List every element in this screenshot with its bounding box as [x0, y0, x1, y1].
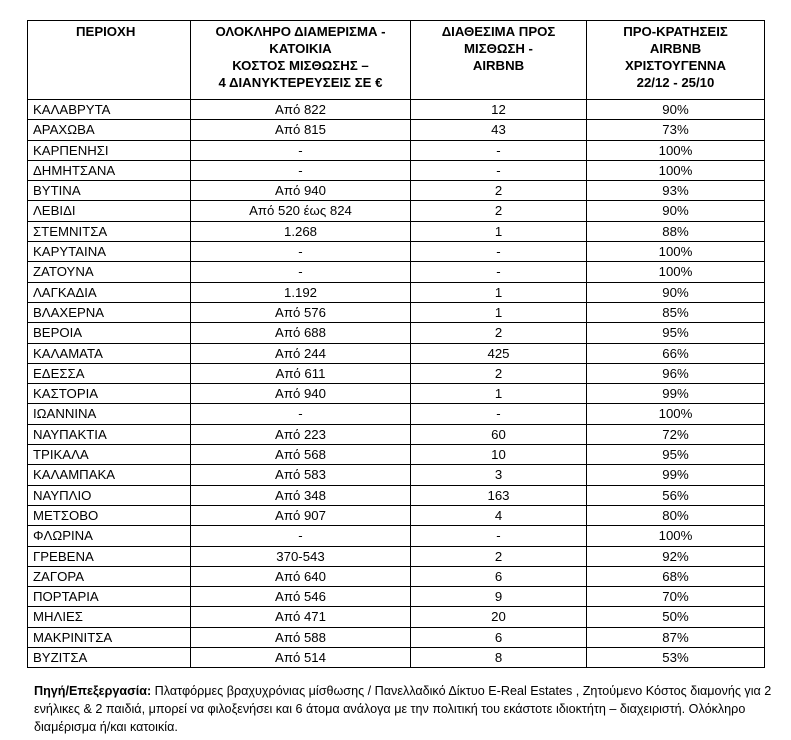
cell-prebookings: 73%	[587, 120, 765, 140]
cell-rental-cost: 1.192	[191, 282, 411, 302]
cell-rental-cost: Από 588	[191, 627, 411, 647]
cell-available: 2	[411, 201, 587, 221]
table-row	[28, 282, 765, 302]
table-row	[28, 546, 765, 566]
cell-available: 8	[411, 648, 587, 668]
cell-prebookings: 100%	[587, 262, 765, 282]
cell-prebookings: 88%	[587, 221, 765, 241]
cell-area: ΙΩΑΝΝΙΝΑ	[28, 404, 191, 424]
cell-available: -	[411, 140, 587, 160]
cell-rental-cost: Από 611	[191, 363, 411, 383]
cell-prebookings: 68%	[587, 566, 765, 586]
cell-available: 1	[411, 282, 587, 302]
source-note	[34, 683, 774, 736]
cell-prebookings: 100%	[587, 404, 765, 424]
rental-table	[27, 20, 765, 668]
header-rental-cost	[191, 21, 411, 100]
table-row	[28, 566, 765, 586]
cell-rental-cost: Από 688	[191, 323, 411, 343]
table-row	[28, 587, 765, 607]
cell-available: 3	[411, 465, 587, 485]
table-row	[28, 526, 765, 546]
cell-area: ΛΑΓΚΑΔΙΑ	[28, 282, 191, 302]
cell-rental-cost: Από 640	[191, 566, 411, 586]
table-row	[28, 607, 765, 627]
cell-area: ΑΡΑΧΩΒΑ	[28, 120, 191, 140]
cell-rental-cost: -	[191, 160, 411, 180]
cell-prebookings: 90%	[587, 282, 765, 302]
header-line: 22/12 - 25/10	[636, 75, 715, 90]
header-line: ΧΡΙΣΤΟΥΓΕΝΝΑ	[625, 58, 726, 73]
table-row	[28, 302, 765, 322]
cell-prebookings: 99%	[587, 465, 765, 485]
cell-available: -	[411, 526, 587, 546]
header-line: ΔΙΑΘΕΣΙΜΑ ΠΡΟΣ	[441, 24, 556, 39]
table-body	[28, 100, 765, 668]
table-row	[28, 242, 765, 262]
cell-rental-cost: Από 907	[191, 505, 411, 525]
header-line: AIRBNB	[649, 41, 702, 56]
cell-prebookings: 70%	[587, 587, 765, 607]
cell-available: 1	[411, 384, 587, 404]
header-available-airbnb	[411, 21, 587, 100]
table-row	[28, 262, 765, 282]
header-line: ΠΕΡΙΟΧΗ	[76, 24, 136, 39]
table-row	[28, 505, 765, 525]
table-row	[28, 384, 765, 404]
cell-rental-cost: -	[191, 404, 411, 424]
cell-available: 10	[411, 445, 587, 465]
cell-available: 2	[411, 323, 587, 343]
header-line: ΟΛΟΚΛΗΡΟ ΔΙΑΜΕΡΙΣΜΑ -	[215, 24, 386, 39]
cell-prebookings: 93%	[587, 181, 765, 201]
cell-available: 4	[411, 505, 587, 525]
cell-prebookings: 100%	[587, 526, 765, 546]
cell-available: 425	[411, 343, 587, 363]
cell-rental-cost: Από 520 έως 824	[191, 201, 411, 221]
cell-available: -	[411, 160, 587, 180]
cell-prebookings: 99%	[587, 384, 765, 404]
cell-rental-cost: Από 822	[191, 100, 411, 120]
cell-area: ΚΑΡΥΤΑΙΝΑ	[28, 242, 191, 262]
cell-area: ΔΗΜΗΤΣΑΝΑ	[28, 160, 191, 180]
table-row	[28, 485, 765, 505]
cell-area: ΖΑΤΟΥΝΑ	[28, 262, 191, 282]
cell-prebookings: 100%	[587, 160, 765, 180]
cell-rental-cost: -	[191, 140, 411, 160]
cell-prebookings: 87%	[587, 627, 765, 647]
cell-available: 12	[411, 100, 587, 120]
header-line: ΜΙΣΘΩΣΗ -	[464, 41, 533, 56]
cell-prebookings: 85%	[587, 302, 765, 322]
cell-rental-cost: Από 223	[191, 424, 411, 444]
header-prebookings-airbnb	[587, 21, 765, 100]
table-row	[28, 140, 765, 160]
cell-rental-cost: Από 815	[191, 120, 411, 140]
cell-available: 6	[411, 566, 587, 586]
table-row	[28, 120, 765, 140]
table-row	[28, 404, 765, 424]
cell-prebookings: 100%	[587, 140, 765, 160]
table-row	[28, 100, 765, 120]
cell-prebookings: 96%	[587, 363, 765, 383]
table-row	[28, 323, 765, 343]
table-row	[28, 221, 765, 241]
cell-rental-cost: Από 348	[191, 485, 411, 505]
table-row	[28, 201, 765, 221]
cell-area: ΚΑΛΑΜΑΤΑ	[28, 343, 191, 363]
cell-area: ΒΕΡΟΙΑ	[28, 323, 191, 343]
cell-available: 20	[411, 607, 587, 627]
cell-area: ΣΤΕΜΝΙΤΣΑ	[28, 221, 191, 241]
cell-available: 2	[411, 181, 587, 201]
table-row	[28, 181, 765, 201]
rental-table-container	[27, 20, 764, 668]
header-area	[28, 21, 191, 100]
cell-available: 1	[411, 302, 587, 322]
table-header-row	[28, 21, 765, 100]
cell-area: ΒΥΤΙΝΑ	[28, 181, 191, 201]
header-line: ΚΑΤΟΙΚΙΑ	[269, 41, 332, 56]
cell-prebookings: 95%	[587, 323, 765, 343]
cell-area: ΒΛΑΧΕΡΝΑ	[28, 302, 191, 322]
cell-area: ΜΗΛΙΕΣ	[28, 607, 191, 627]
cell-rental-cost: Από 546	[191, 587, 411, 607]
cell-area: ΕΔΕΣΣΑ	[28, 363, 191, 383]
header-line: 4 ΔΙΑΝΥΚΤΕΡΕΥΣΕΙΣ ΣΕ €	[218, 75, 383, 90]
header-line: AIRBNB	[472, 58, 525, 73]
cell-prebookings: 100%	[587, 242, 765, 262]
cell-rental-cost: Από 568	[191, 445, 411, 465]
cell-available: -	[411, 404, 587, 424]
cell-rental-cost: 1.268	[191, 221, 411, 241]
cell-area: ΝΑΥΠΑΚΤΙΑ	[28, 424, 191, 444]
table-row	[28, 160, 765, 180]
cell-prebookings: 53%	[587, 648, 765, 668]
cell-available: 6	[411, 627, 587, 647]
cell-rental-cost: Από 940	[191, 384, 411, 404]
cell-rental-cost: Από 940	[191, 181, 411, 201]
cell-available: 2	[411, 546, 587, 566]
cell-area: ΚΑΛΑΒΡΥΤΑ	[28, 100, 191, 120]
cell-rental-cost: Από 471	[191, 607, 411, 627]
cell-rental-cost: Από 576	[191, 302, 411, 322]
table-row	[28, 363, 765, 383]
source-note-label: Πηγή/Επεξεργασία:	[34, 684, 152, 698]
cell-available: 163	[411, 485, 587, 505]
cell-area: ΠΟΡΤΑΡΙΑ	[28, 587, 191, 607]
cell-area: ΚΑΛΑΜΠΑΚΑ	[28, 465, 191, 485]
cell-available: -	[411, 242, 587, 262]
cell-rental-cost: -	[191, 242, 411, 262]
cell-available: 9	[411, 587, 587, 607]
cell-area: ΤΡΙΚΑΛΑ	[28, 445, 191, 465]
table-row	[28, 343, 765, 363]
cell-prebookings: 56%	[587, 485, 765, 505]
cell-prebookings: 90%	[587, 201, 765, 221]
cell-available: 43	[411, 120, 587, 140]
cell-prebookings: 72%	[587, 424, 765, 444]
cell-rental-cost: Από 244	[191, 343, 411, 363]
cell-area: ΚΑΣΤΟΡΙΑ	[28, 384, 191, 404]
cell-prebookings: 50%	[587, 607, 765, 627]
cell-rental-cost: Από 583	[191, 465, 411, 485]
table-row	[28, 424, 765, 444]
cell-available: 1	[411, 221, 587, 241]
cell-rental-cost: -	[191, 262, 411, 282]
cell-prebookings: 66%	[587, 343, 765, 363]
source-note-text: Πλατφόρμες βραχυχρόνιας μίσθωσης / Πανελλαδικό Δίκτυο E-Real Estates , Ζητούμενο Κόστος διαμονής για 2 ενήλικες & 2 παιδιά, μπορεί να φιλοξενήσει και 6 άτομα ανάλογα με την πολιτική του εκάστοτε ιδιοκτήτη – διαχειριστή. Ολόκληρο διαμέρισμα ή/και κατοικία.	[34, 684, 772, 734]
cell-area: ΦΛΩΡΙΝΑ	[28, 526, 191, 546]
cell-rental-cost: Από 514	[191, 648, 411, 668]
cell-available: 60	[411, 424, 587, 444]
cell-prebookings: 90%	[587, 100, 765, 120]
cell-available: -	[411, 262, 587, 282]
cell-prebookings: 80%	[587, 505, 765, 525]
cell-prebookings: 95%	[587, 445, 765, 465]
cell-area: ΒΥΖΙΤΣΑ	[28, 648, 191, 668]
cell-prebookings: 92%	[587, 546, 765, 566]
cell-available: 2	[411, 363, 587, 383]
cell-area: ΛΕΒΙΔΙ	[28, 201, 191, 221]
cell-area: ΝΑΥΠΛΙΟ	[28, 485, 191, 505]
cell-area: ΜΑΚΡΙΝΙΤΣΑ	[28, 627, 191, 647]
cell-rental-cost: 370-543	[191, 546, 411, 566]
header-line: ΠΡΟ-ΚΡΑΤΗΣΕΙΣ	[623, 24, 728, 39]
table-row	[28, 627, 765, 647]
table-row	[28, 648, 765, 668]
table-row	[28, 465, 765, 485]
table-row	[28, 445, 765, 465]
cell-rental-cost: -	[191, 526, 411, 546]
cell-area: ΖΑΓΟΡΑ	[28, 566, 191, 586]
cell-area: ΓΡΕΒΕΝΑ	[28, 546, 191, 566]
cell-area: ΚΑΡΠΕΝΗΣΙ	[28, 140, 191, 160]
header-line: ΚΟΣΤΟΣ ΜΙΣΘΩΣΗΣ –	[232, 58, 369, 73]
cell-area: ΜΕΤΣΟΒΟ	[28, 505, 191, 525]
